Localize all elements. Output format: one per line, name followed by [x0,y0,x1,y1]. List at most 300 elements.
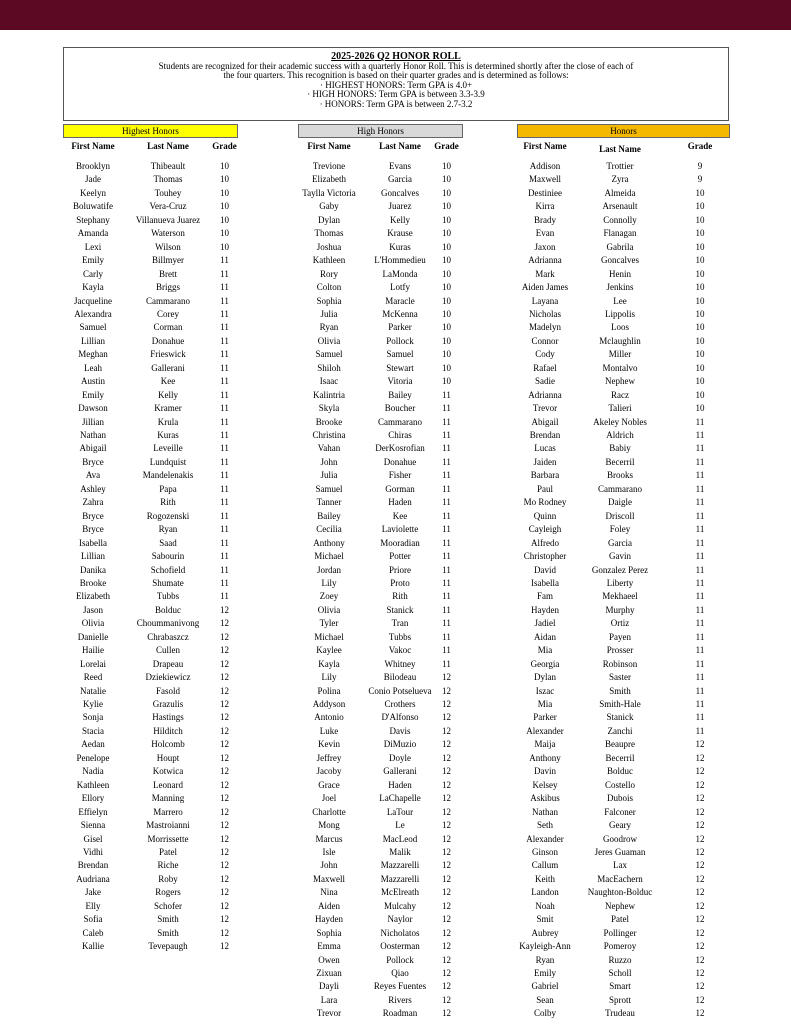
first-name-cell: Fam [536,591,553,602]
first-name-cell: Tyler [319,618,339,629]
last-name-cell: Gonzalez Perez [591,564,649,575]
first-name-cell: Mia [537,699,553,709]
first-name-cell: Emily [82,255,104,266]
last-name-cell: Sprott [608,994,631,1005]
last-name-cell: Briggs [155,282,180,293]
grade-cell: 11 [220,470,229,481]
grade-cell: 10 [220,201,229,212]
last-name-cell: Hastings [152,712,184,723]
last-name-cell: Oosterman [380,941,420,952]
first-name-cell: Kylie [83,699,103,709]
first-name-cell: Audriana [76,873,110,884]
last-name-cell: Lax [613,860,627,871]
section-header-2: High Honors [298,124,463,138]
last-name-cell: Lippolis [604,308,635,319]
grade-cell: 10 [695,228,705,239]
last-name-cell: Priore [389,564,411,575]
last-name-cell: Malik [389,846,411,857]
last-name-cell: Naughton-Bolduc [587,887,653,898]
grade-cell: 11 [220,376,229,387]
first-name-cell: Jade [85,174,101,185]
grade-cell: 12 [220,941,229,952]
grade-cell: 11 [442,645,451,656]
first-name-cell: Brendan [529,430,561,440]
last-name-cell: Miller [608,349,632,360]
last-name-cell: Ryan [158,524,178,535]
grade-cell: 12 [695,752,705,763]
last-name-cell: Brooks [606,470,633,481]
last-name-cell: Ortiz [610,618,630,629]
first-name-cell: Addison [529,161,561,171]
first-name-cell: Bryce [82,456,104,467]
first-name-cell: Caleb [82,927,104,938]
grade-cell: 10 [442,241,451,252]
first-name-cell: Keith [535,873,555,884]
last-name-cell: Connolly [603,214,637,225]
grade-cell: 12 [442,833,451,844]
first-name-cell: Aidan [534,631,556,642]
first-name-cell: Emily [82,389,104,400]
first-name-cell: Mia [537,645,553,656]
grade-cell: 10 [695,268,705,279]
last-name-cell: Ruzzo [608,954,632,965]
last-name-cell: Sabourin [151,551,185,562]
grade-cell: 12 [442,981,451,992]
last-name-cell: Trottier [606,161,634,171]
last-name-cell: Choummanivong [136,618,200,629]
grade-cell: 10 [442,295,451,306]
last-name-cell: Pomeroy [603,941,637,952]
last-name-cell: Pollock [386,335,414,346]
grade-cell: 9 [697,161,703,171]
last-name-cell: Montalvo [602,362,638,373]
grade-cell: 12 [220,658,229,669]
first-name-cell: Hayden [315,914,343,925]
grade-cell: 12 [442,873,451,884]
grade-cell: 12 [220,846,229,857]
first-name-cell: Jacqueline [74,295,112,306]
last-name-cell: Tubbs [388,631,412,642]
last-name-cell: Samuel [386,349,414,360]
last-name-cell: McKenna [382,308,418,319]
grade-cell: 11 [220,456,229,467]
first-name-cell: Gabriel [531,981,559,992]
last-name-cell: Saad [159,537,177,548]
grade-cell: 9 [697,174,703,185]
first-name-cell: Anthony [529,752,561,763]
first-name-cell: Alexander [526,725,564,736]
first-name-cell: David [534,564,556,575]
last-name-cell: Mooradian [380,537,420,548]
grade-cell: 12 [220,806,229,817]
first-name-cell: Evan [535,228,555,239]
last-name-cell: Kramer [154,403,182,414]
grade-cell: 12 [442,739,451,750]
grade-cell: 11 [695,551,705,562]
grade-cell: 10 [695,308,705,319]
first-name-cell: Alexander [526,833,564,844]
first-name-cell: Ryan [535,954,555,965]
last-name-cell: Touhey [154,187,182,198]
grade-cell: 10 [695,214,705,225]
grade-cell: 10 [442,228,451,239]
grade-cell: 11 [220,282,229,293]
last-name-cell: Robinson [602,658,638,669]
first-name-cell: Destiniee [528,187,562,198]
last-name-cell: Cammarano [598,483,642,494]
first-name-cell: Reed [83,672,103,683]
last-name-cell: Donahue [383,456,417,467]
criteria-honors: · HONORS: Term GPA is between 2.7-3.2 [319,98,473,109]
grade-cell: 11 [220,362,229,373]
last-name-cell: Kelly [390,214,410,225]
last-name-cell: Thibeault [150,161,186,171]
last-name-cell: LaChapelle [379,793,421,804]
grade-cell: 12 [220,833,229,844]
last-name-cell: Jenkins [606,282,634,293]
last-name-cell: Saster [609,672,631,683]
first-name-cell: John [320,860,338,871]
first-name-cell: Kathleen [76,779,110,790]
first-name-cell: Kallie [82,941,104,952]
grade-cell: 10 [220,174,229,185]
last-name-cell: Mazzarelli [380,873,420,884]
last-name-cell: Thomas [153,174,183,185]
first-name-cell: Hayden [531,604,559,615]
last-name-cell: Naylor [387,914,413,925]
first-name-cell: Tanner [316,497,342,508]
first-name-cell: Sienna [80,820,106,831]
grade-cell: 10 [442,308,451,319]
first-name-cell: Abigail [531,416,559,427]
first-name-cell: Vidhi [83,846,103,857]
first-name-cell: Luke [319,725,339,736]
grade-cell: 12 [442,672,451,683]
first-name-cell: Isabella [531,577,559,588]
grade-cell: 11 [695,524,705,535]
grade-cell: 10 [695,376,705,387]
first-name-cell: Julia [320,470,338,481]
last-name-cell: Laviolette [381,524,419,535]
grade-cell: 12 [695,887,705,898]
grade-cell: 11 [442,618,451,629]
grade-cell: 10 [220,161,229,171]
first-name-cell: Brady [534,214,556,225]
last-name-cell: Pollinger [603,927,637,938]
grade-cell: 11 [220,349,229,360]
last-name-cell: Smith-Hale [599,699,641,709]
last-name-cell: Trudeau [605,1008,635,1019]
grade-cell: 11 [442,443,451,454]
first-name-cell: Lucas [534,443,556,454]
last-name-cell: Liberty [606,577,634,588]
last-name-cell: Hilditch [153,725,183,736]
grade-cell: 11 [695,712,705,723]
first-name-cell: Keelyn [80,187,106,198]
first-name-cell: Callum [531,860,559,871]
last-name-cell: Morrissette [147,833,189,844]
last-name-cell: LaTour [386,806,414,817]
last-name-cell: Racz [611,389,629,400]
first-name-cell: Jordan [317,564,341,575]
grade-cell: 11 [695,564,705,575]
last-name-cell: Conio Potselueva [368,685,432,696]
first-name-cell: Quinn [533,510,557,521]
first-name-cell: Bryce [82,510,104,521]
first-name-cell: Olivia [317,335,341,346]
last-name-cell: Schofer [154,900,182,911]
first-name-cell: Boluwatife [73,201,113,212]
grade-cell: 12 [695,846,705,857]
first-name-cell: Colby [533,1008,556,1019]
last-name-cell: Juarez [388,201,412,212]
column-header-grade: Grade [212,141,237,151]
last-name-cell: Krause [387,228,413,239]
grade-cell: 12 [220,887,229,898]
grade-cell: 10 [695,349,705,360]
first-name-cell: Mark [535,268,555,279]
grade-cell: 11 [695,631,705,642]
grade-cell: 12 [695,914,705,925]
first-name-cell: Davin [534,766,556,777]
last-name-cell: Bolduc [607,766,633,777]
last-name-cell: Smith [609,685,631,696]
grade-cell: 11 [220,524,229,535]
first-name-cell: Grace [318,779,340,790]
grade-cell: 11 [442,430,451,440]
last-name-cell: Almeida [604,187,636,198]
grade-cell: 11 [220,510,229,521]
last-name-cell: Gallerani [383,766,417,777]
grade-cell: 11 [695,672,705,683]
first-name-cell: Anthony [313,537,345,548]
first-name-cell: Owen [318,954,340,965]
last-name-cell: Falconer [604,806,636,817]
section-header-3: Honors [517,124,730,138]
grade-cell: 12 [220,631,229,642]
grade-cell: 11 [695,591,705,602]
first-name-cell: Nathan [80,430,106,440]
first-name-cell: Ellory [81,793,105,804]
first-name-cell: Sadie [535,376,555,387]
grade-cell: 12 [442,806,451,817]
grade-cell: 11 [442,631,451,642]
first-name-cell: Rafael [533,362,557,373]
last-name-cell: Patel [611,914,629,925]
last-name-cell: Manning [151,793,185,804]
grade-cell: 11 [695,430,705,440]
last-name-cell: Doyle [389,752,411,763]
last-name-cell: Kuras [389,241,411,252]
grade-cell: 10 [695,201,705,212]
last-name-cell: Foley [609,524,631,535]
last-name-cell: DerKosrofian [375,443,425,454]
grade-cell: 12 [442,954,451,965]
grade-cell: 12 [695,941,705,952]
grade-cell: 12 [442,712,451,723]
first-name-cell: Lorelai [80,658,106,669]
grade-cell: 12 [442,914,451,925]
column-header-last: Last Name [147,141,189,151]
grade-cell: 11 [695,470,705,481]
grade-cell: 12 [695,981,705,992]
grade-cell: 12 [442,752,451,763]
grade-cell: 12 [695,873,705,884]
top-banner [0,0,791,30]
first-name-cell: Brooke [315,416,343,427]
grade-cell: 11 [442,456,451,467]
grade-cell: 11 [695,510,705,521]
grade-cell: 11 [220,295,229,306]
last-name-cell: Babiy [609,443,631,454]
last-name-cell: Goodrow [603,833,637,844]
column-header-grade: Grade [687,141,713,151]
first-name-cell: Aubrey [531,927,559,938]
grade-cell: 11 [442,524,451,535]
last-name-cell: Smith [157,914,179,925]
first-name-cell: Ashley [80,483,106,494]
first-name-cell: Aedan [81,739,105,750]
grade-cell: 12 [220,645,229,656]
criteria-high: · HIGH HONORS: Term GPA is between 3.3-3.9 [307,89,485,100]
first-name-cell: Lily [321,672,337,683]
grade-cell: 12 [220,820,229,831]
grade-cell: 10 [220,228,229,239]
grade-cell: 10 [695,187,705,198]
grade-cell: 10 [442,255,451,266]
grade-cell: 10 [442,335,451,346]
first-name-cell: Penelope [76,752,110,763]
last-name-cell: Bolduc [155,604,181,615]
last-name-cell: Le [395,820,405,831]
grade-cell: 10 [695,295,705,306]
grade-cell: 10 [442,214,451,225]
grade-cell: 11 [220,551,229,562]
grade-cell: 12 [695,1008,705,1019]
grade-cell: 12 [695,779,705,790]
last-name-cell: Loos [611,322,629,333]
last-name-cell: Chiras [388,430,412,440]
grade-cell: 11 [442,403,451,414]
first-name-cell: Cecilia [316,524,342,535]
grade-cell: 12 [442,994,451,1005]
first-name-cell: Iszac [535,685,555,696]
last-name-cell: Kuras [157,430,179,440]
grade-cell: 12 [220,725,229,736]
last-name-cell: Chrabaszcz [147,631,189,642]
grade-cell: 12 [220,752,229,763]
first-name-cell: Mong [318,820,340,831]
grade-cell: 12 [220,927,229,938]
first-name-cell: Elly [85,900,101,911]
grade-cell: 12 [442,793,451,804]
last-name-cell: Lundquist [149,456,187,467]
last-name-cell: Boucher [384,403,416,414]
first-name-cell: Trevor [532,403,558,414]
grade-cell: 10 [442,187,451,198]
grade-cell: 11 [695,443,705,454]
grade-cell: 10 [442,161,451,171]
first-name-cell: Kayleigh-Ann [519,941,571,952]
grade-cell: 12 [695,806,705,817]
first-name-cell: Abigail [79,443,107,454]
first-name-cell: Cody [535,349,555,360]
first-name-cell: Charlotte [312,806,346,817]
grade-cell: 12 [695,968,705,978]
last-name-cell: Rith [392,591,408,602]
grade-cell: 11 [220,322,229,333]
first-name-cell: Zahra [82,497,104,508]
grade-cell: 12 [442,699,451,709]
grade-cell: 11 [220,268,229,279]
first-name-cell: Olivia [81,618,105,629]
first-name-cell: Olivia [317,604,341,615]
column-header-first: First Name [71,141,115,151]
grade-cell: 11 [695,658,705,669]
first-name-cell: John [320,456,338,467]
grade-cell: 11 [220,255,229,266]
grade-cell: 11 [442,497,451,508]
grade-cell: 10 [695,322,705,333]
first-name-cell: Marcus [315,833,343,844]
first-name-cell: Barbara [530,470,560,481]
grade-cell: 12 [220,793,229,804]
grade-cell: 11 [442,483,451,494]
first-name-cell: Gaby [319,201,339,212]
last-name-cell: D'Alfonso [381,712,419,723]
first-name-cell: Samuel [315,483,343,494]
column-header-grade: Grade [434,141,459,151]
last-name-cell: Tubbs [156,591,180,602]
first-name-cell: Adrianna [528,255,562,266]
first-name-cell: Amanda [77,228,109,239]
first-name-cell: Nathan [532,806,558,817]
intro-box [63,47,729,121]
grade-cell: 11 [695,725,705,736]
grade-cell: 10 [695,403,705,414]
last-name-cell: Fasold [155,685,180,696]
grade-cell: 11 [442,577,451,588]
first-name-cell: Sean [536,994,554,1005]
first-name-cell: Jadiel [534,618,556,629]
first-name-cell: Mo Rodney [523,497,567,508]
grade-cell: 12 [442,779,451,790]
grade-cell: 11 [220,403,229,414]
first-name-cell: Nadia [82,766,104,777]
first-name-cell: Joel [321,793,337,804]
grade-cell: 11 [220,564,229,575]
last-name-cell: Haden [388,779,412,790]
last-name-cell: Payen [609,631,631,642]
first-name-cell: Stephany [76,214,110,225]
column-header-last: Last Name [379,141,421,151]
first-name-cell: Carly [83,268,103,279]
last-name-cell: Krula [157,416,179,427]
column-header-last: Last Name [599,144,641,154]
grade-cell: 10 [220,214,229,225]
last-name-cell: Dziekiewicz [145,672,191,683]
last-name-cell: Haden [388,497,412,508]
first-name-cell: Samuel [79,322,107,333]
first-name-cell: Aiden James [521,282,569,293]
first-name-cell: Hailie [82,645,104,656]
column-header-first: First Name [307,141,351,151]
grade-cell: 12 [220,739,229,750]
last-name-cell: Schofield [150,564,186,575]
grade-cell: 11 [442,591,451,602]
last-name-cell: Vitoria [387,376,413,387]
first-name-cell: Georgia [530,658,560,669]
